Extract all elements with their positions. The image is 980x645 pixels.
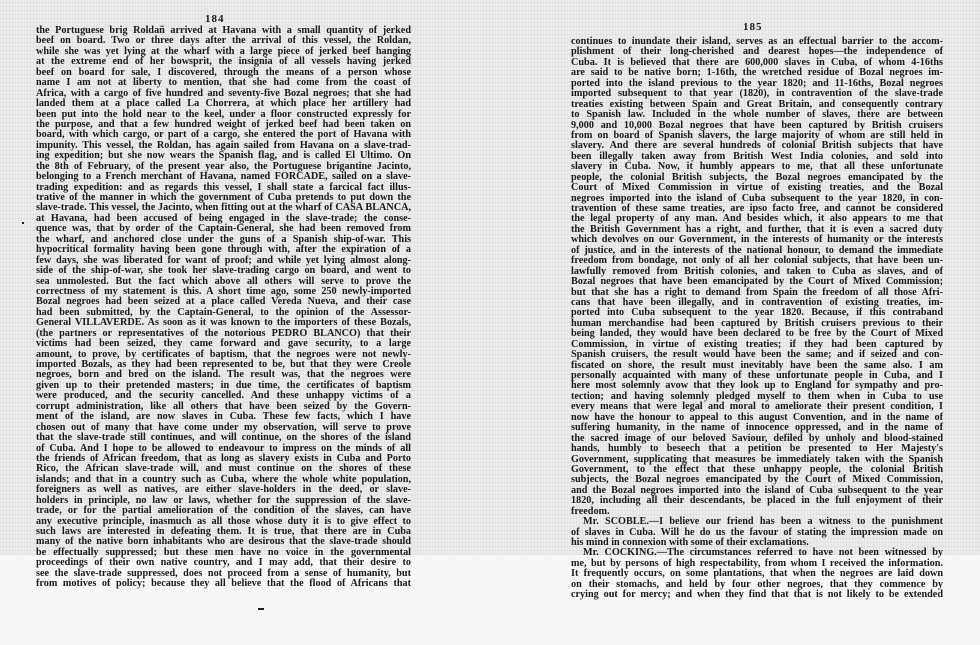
text-line: (the partners or representatives of the notorious PEDRO BLANCO) that their — [36, 327, 411, 339]
text-line: board, with which cargo, or part of a cargo, she entered the port of Havana with — [36, 129, 411, 141]
text-line: treaties existing between Spain and Great Britain, and consequently contrary — [571, 98, 943, 110]
text-line: human merchandise had been captured by British cruisers previous to their — [571, 317, 943, 329]
text-line: freedom from bondage, not only of all her colonial subjects, that have been un- — [571, 255, 943, 267]
text-line: Court of Mixed Commission in virtue of existing treaties, and the Bozal — [571, 182, 943, 194]
text-line: negroes imported into the island of Cuba subsequent to the year 1820, in con- — [571, 192, 943, 204]
text-line: subjects, the Bozal negroes emancipated by the Court of Mixed Commission, — [571, 474, 943, 486]
text-line: here most solemnly avow that they look up to England for sympathy and pro- — [571, 380, 943, 392]
text-line: and the Bozal negroes imported into the island of Cuba subsequent to the year — [571, 484, 943, 496]
text-line: being landed, they would have been declared to be free by the Court of Mixed — [571, 328, 943, 340]
text-line: Commission, in virtue of existing treaties; if they had been captured by — [571, 338, 943, 350]
scan-speck — [258, 608, 264, 610]
text-line: imported subsequent to that year (1820), in contravention of the slave-trade — [571, 88, 943, 100]
text-line: given up to their pretended masters; in due time, the certificates of baptism — [36, 379, 411, 391]
page-number-left: 184 — [205, 13, 225, 25]
text-line: the legal property of any man. And besides which, it also appears to me that — [571, 213, 943, 225]
text-line: proceedings of their own native country, and I may add, that their desire to — [36, 557, 411, 569]
text-line: amount, to prove, by certificates of baptism, that the negroes were not newly- — [36, 348, 411, 360]
text-line: Government, to the effect that these unhappy people, the colonial British — [571, 463, 943, 475]
text-line: few days, she was liberated for want of proof; and while yet lying almost along- — [36, 254, 411, 266]
text-line: every means that were legal and moral to ameliorate their present condition, I — [571, 401, 943, 413]
text-line: slave-trade. This vessel, the Jacinto, when fitting out at the wharf of CASA BLANCA, — [36, 202, 411, 214]
scan-speck — [22, 222, 24, 224]
text-line: imported Bozals, as they had been represented to be, but that they were Creole — [36, 359, 411, 370]
text-line: travention of these same treaties, are ipso facto free, and cannot be considered — [571, 203, 943, 214]
text-line: his mind in connexion with some of their exclamations. — [571, 537, 809, 548]
text-line: the sacred image of our beloved Saviour, defiled by unholy and blood-stained — [571, 432, 943, 444]
text-line: the 8th of February, of the present year also, the Portuguese brigantine Jacinto, — [36, 160, 411, 172]
text-line: which devolves on our Government, in the interests of humanity or the interests — [571, 234, 943, 246]
text-line: ment of the island, are now slaves in Cuba. These few facts, which I have — [36, 411, 411, 423]
text-line: 9,000 and 10,000 Bozal negroes that have been captured by British cruisers — [571, 119, 943, 131]
text-line: are said to be native born; 1-16th, the wretched residue of Bozal negroes im- — [571, 67, 943, 79]
text-line: from on board of Spanish slavers, the large majority of whom are still held in — [571, 129, 943, 141]
text-line: fiscated on shore, the result must inevitably have been the same also. I am — [571, 359, 943, 371]
text-line: foreigners as well as natives, are either slave-holders in the deed, or slave- — [36, 484, 411, 496]
text-line: been put into the hold near to the keel, under a floor constructed expressly for — [36, 108, 411, 120]
text-line: hypocritical formality having been gone through with, after the expiration of a — [36, 244, 411, 256]
text-line: side of the ship-of-war, she took her slave-trading cargo on board, and went to — [36, 265, 411, 277]
text-line: of Cuba. And I hope to be allowed to endeavour to impress on the minds of all — [36, 442, 411, 454]
text-line: negroes, born and bred on the island. The result was, that the negroes were — [36, 369, 411, 381]
text-line: that the slave-trade still continues, and will continue, on the shores of the island — [36, 432, 411, 444]
text-line: the Portuguese brig Roldañ arrived at Havana with a small quantity of jerked — [36, 25, 411, 36]
text-line: lawfully removed from British colonies, and taken to Cuba as slaves, and of — [571, 265, 943, 277]
text-line: trative of the manner in which the government of Cuba pretends to put down the — [36, 192, 411, 203]
text-line: beef on board for sale, I discovered, through the means of a person whose — [36, 66, 411, 78]
text-line: ported into Cuba subsequent to the year 1820. Because, if this contraband — [571, 307, 943, 319]
text-line: Bozal negroes that have been emancipated by the Court of Mixed Commission; — [571, 276, 943, 288]
text-line: ported into the island previous to the year 1820; and 11-16ths, Bozal negroes — [571, 77, 943, 89]
page-number-right: 185 — [743, 21, 763, 33]
text-line: beef on board. Two or three days after the arrival of this vessel, the Roldan, — [36, 35, 411, 47]
text-line: sea unmolested. But the fact which above all others will serve to prove the — [36, 275, 411, 287]
text-line: islands; and that in a country such as Cuba, where the whole white population, — [36, 473, 411, 485]
text-line: Mr. SCOBLE.—I believe our friend has been a witness to the punishment — [583, 516, 943, 528]
text-line: see the slave-trade suppressed, does not proceed from a sense of humanity, but — [36, 567, 411, 579]
text-line: such laws are interested in defeating them. It is true, that there are in Cuba — [36, 526, 411, 537]
text-line: suffering humanity, in the name of innocence oppressed, and in the name of — [571, 422, 943, 434]
text-line: Africa, with a cargo of five hundred and seventy-five Bozal negroes; that she had — [36, 87, 411, 99]
text-line: plishment of their long-cherished and dearest hopes—the independence of — [571, 46, 943, 58]
text-line: the purpose, and that a few hundred weight of jerked beef had been taken on — [36, 118, 411, 130]
text-line: It frequently occurs, on some plantations, that when the negroes are laid down — [571, 568, 943, 580]
text-line: while she was yet lying at the wharf with a large piece of jerked beef hanging — [36, 45, 411, 57]
text-line: of slaves in Cuba. Will he do us the favour of stating the impression made on — [571, 526, 943, 538]
text-line: to Spanish law. Included in the whole number of slaves, there are between — [571, 109, 943, 121]
text-line: cans that have been illegally, and in contravention of existing treaties, im- — [571, 296, 943, 308]
text-line: personally acquainted with many of these unfortunate people in Cuba, and I — [571, 370, 943, 381]
text-line: now have the honour to appeal to this august Convention, and in the name of — [571, 411, 943, 423]
text-line: any executive principle, inasmuch as all those whose duty it is to give effect to — [36, 515, 411, 527]
text-line: correctness of my statement is this. A short time ago, some 250 newly-imported — [36, 285, 411, 297]
text-line: Spanish cruisers, the result would have been the same; and if seized and con- — [571, 349, 943, 361]
text-line: the friends of African freedom, that as long as slavery exists in Cuba and Porto — [36, 452, 411, 464]
text-line: holders in principle, no law or laws, whether for the suppression of the slave- — [36, 494, 411, 506]
text-line: people, the colonial British subjects, the Bozal negroes emancipated by the — [571, 171, 943, 183]
text-line: freedom. — [571, 505, 610, 517]
text-line: slavery in Cuba. Now, it humbly appears to me, that all these unfortunate — [571, 161, 943, 173]
left-page-body — [36, 26, 411, 590]
text-line: tection; and having solemnly pledged myself to them when in Cuba to use — [571, 390, 943, 402]
text-line: but that she has a right to demand from Spain the freedom of all those Afri- — [571, 286, 943, 298]
text-line: me, but by persons of high respectability, from whom I received the information. — [571, 557, 943, 569]
text-line: continues to inundate their island, serves as an effectual barrier to the accom- — [571, 36, 943, 47]
text-line: from motives of policy; because they all believe that the flood of Africans that — [36, 578, 411, 590]
text-line: Cuba. It is believed that there are 600,000 slaves in Cuba, of whom 4-16ths — [571, 56, 943, 68]
text-line: crying out for mercy; and when they find that that is not likely to be extended — [571, 589, 943, 601]
text-line: Bozal negroes had been seized at a place called Vereda Nueva, and their case — [36, 296, 411, 308]
text-line: trade, or for the partial amelioration of the condition of the slaves, can have — [36, 505, 411, 517]
text-line: Rico, the African slave-trade will, and must continue on the shores of these — [36, 463, 411, 475]
text-line: of justice, and in the interests of the national honour, to demand the immediate — [571, 244, 943, 256]
text-line: name I am not at liberty to mention, that she had come from the coast of — [36, 77, 411, 89]
text-line: impunity. This vessel, the Roldan, has again sailed from Havana on a slave-trad- — [36, 139, 411, 151]
text-line: be effectually suppressed; but these men have no voice in the governmental — [36, 546, 411, 558]
text-line: landed them at a place called La Chorrera, at which place her artillery had — [36, 98, 411, 110]
text-line: 1820, including all their descendants, be placed in the full enjoyment of their — [571, 495, 943, 507]
text-line: the wharf, and anchored close under the guns of a Spanish ship-of-war. This — [36, 233, 411, 245]
text-line: ing expedition; but she now wears the Spanish flag, and is called El Ultimo. On — [36, 150, 411, 162]
text-line: Mr. COCKING.—The circumstances referred to have not been witnessed by — [583, 547, 943, 559]
text-line: Government, supplicating that measures be immediately taken with the Spanish — [571, 453, 943, 465]
text-line: been illegally taken away from British West India colonies, and sold into — [571, 150, 943, 162]
text-line: trading expedition: and as regards this vessel, I shall state a farcical fact illus- — [36, 181, 411, 193]
text-line: victims had been seized, they came forward and gave security, to a large — [36, 338, 411, 350]
text-line: corrupt administration, like all others that have been seized by the Govern- — [36, 400, 411, 412]
text-line: at Havana, had been accused of being engaged in the slave-trade; the conse- — [36, 212, 411, 224]
text-line: at the extreme end of her bowsprit, the insignia of all vessels having jerked — [36, 56, 411, 68]
text-line: on their stomachs, and held by four other negroes, that they commence by — [571, 578, 943, 590]
text-line: the British Government has a right, and further, that it is even a sacred duty — [571, 223, 943, 235]
text-line: General VILLAVERDE. As soon as it was known to the importers of these Bozals, — [36, 317, 411, 329]
text-line: many of the native born inhabitants who are desirous that the slave-trade should — [36, 536, 411, 548]
text-line: hands, humbly to beseech that a petition be presented to Her Majesty's — [571, 443, 943, 455]
text-line: were produced, and the security cancelled. And these unhappy victims of a — [36, 390, 411, 402]
text-line: had been submitted, by the Captain-General, to the opinion of the Assessor- — [36, 306, 411, 318]
right-page-body — [571, 37, 943, 601]
text-line: quence was, that by order of the Captain-General, she had been removed from — [36, 223, 411, 235]
text-line: belonging to a French merchant of Havana, named FORCADE, sailed on a slave- — [36, 171, 411, 183]
text-line: slavery. And there are several hundreds of colonial British subjects that have — [571, 140, 943, 152]
text-line: chosen out of many that have come under my observation, will serve to prove — [36, 421, 411, 433]
